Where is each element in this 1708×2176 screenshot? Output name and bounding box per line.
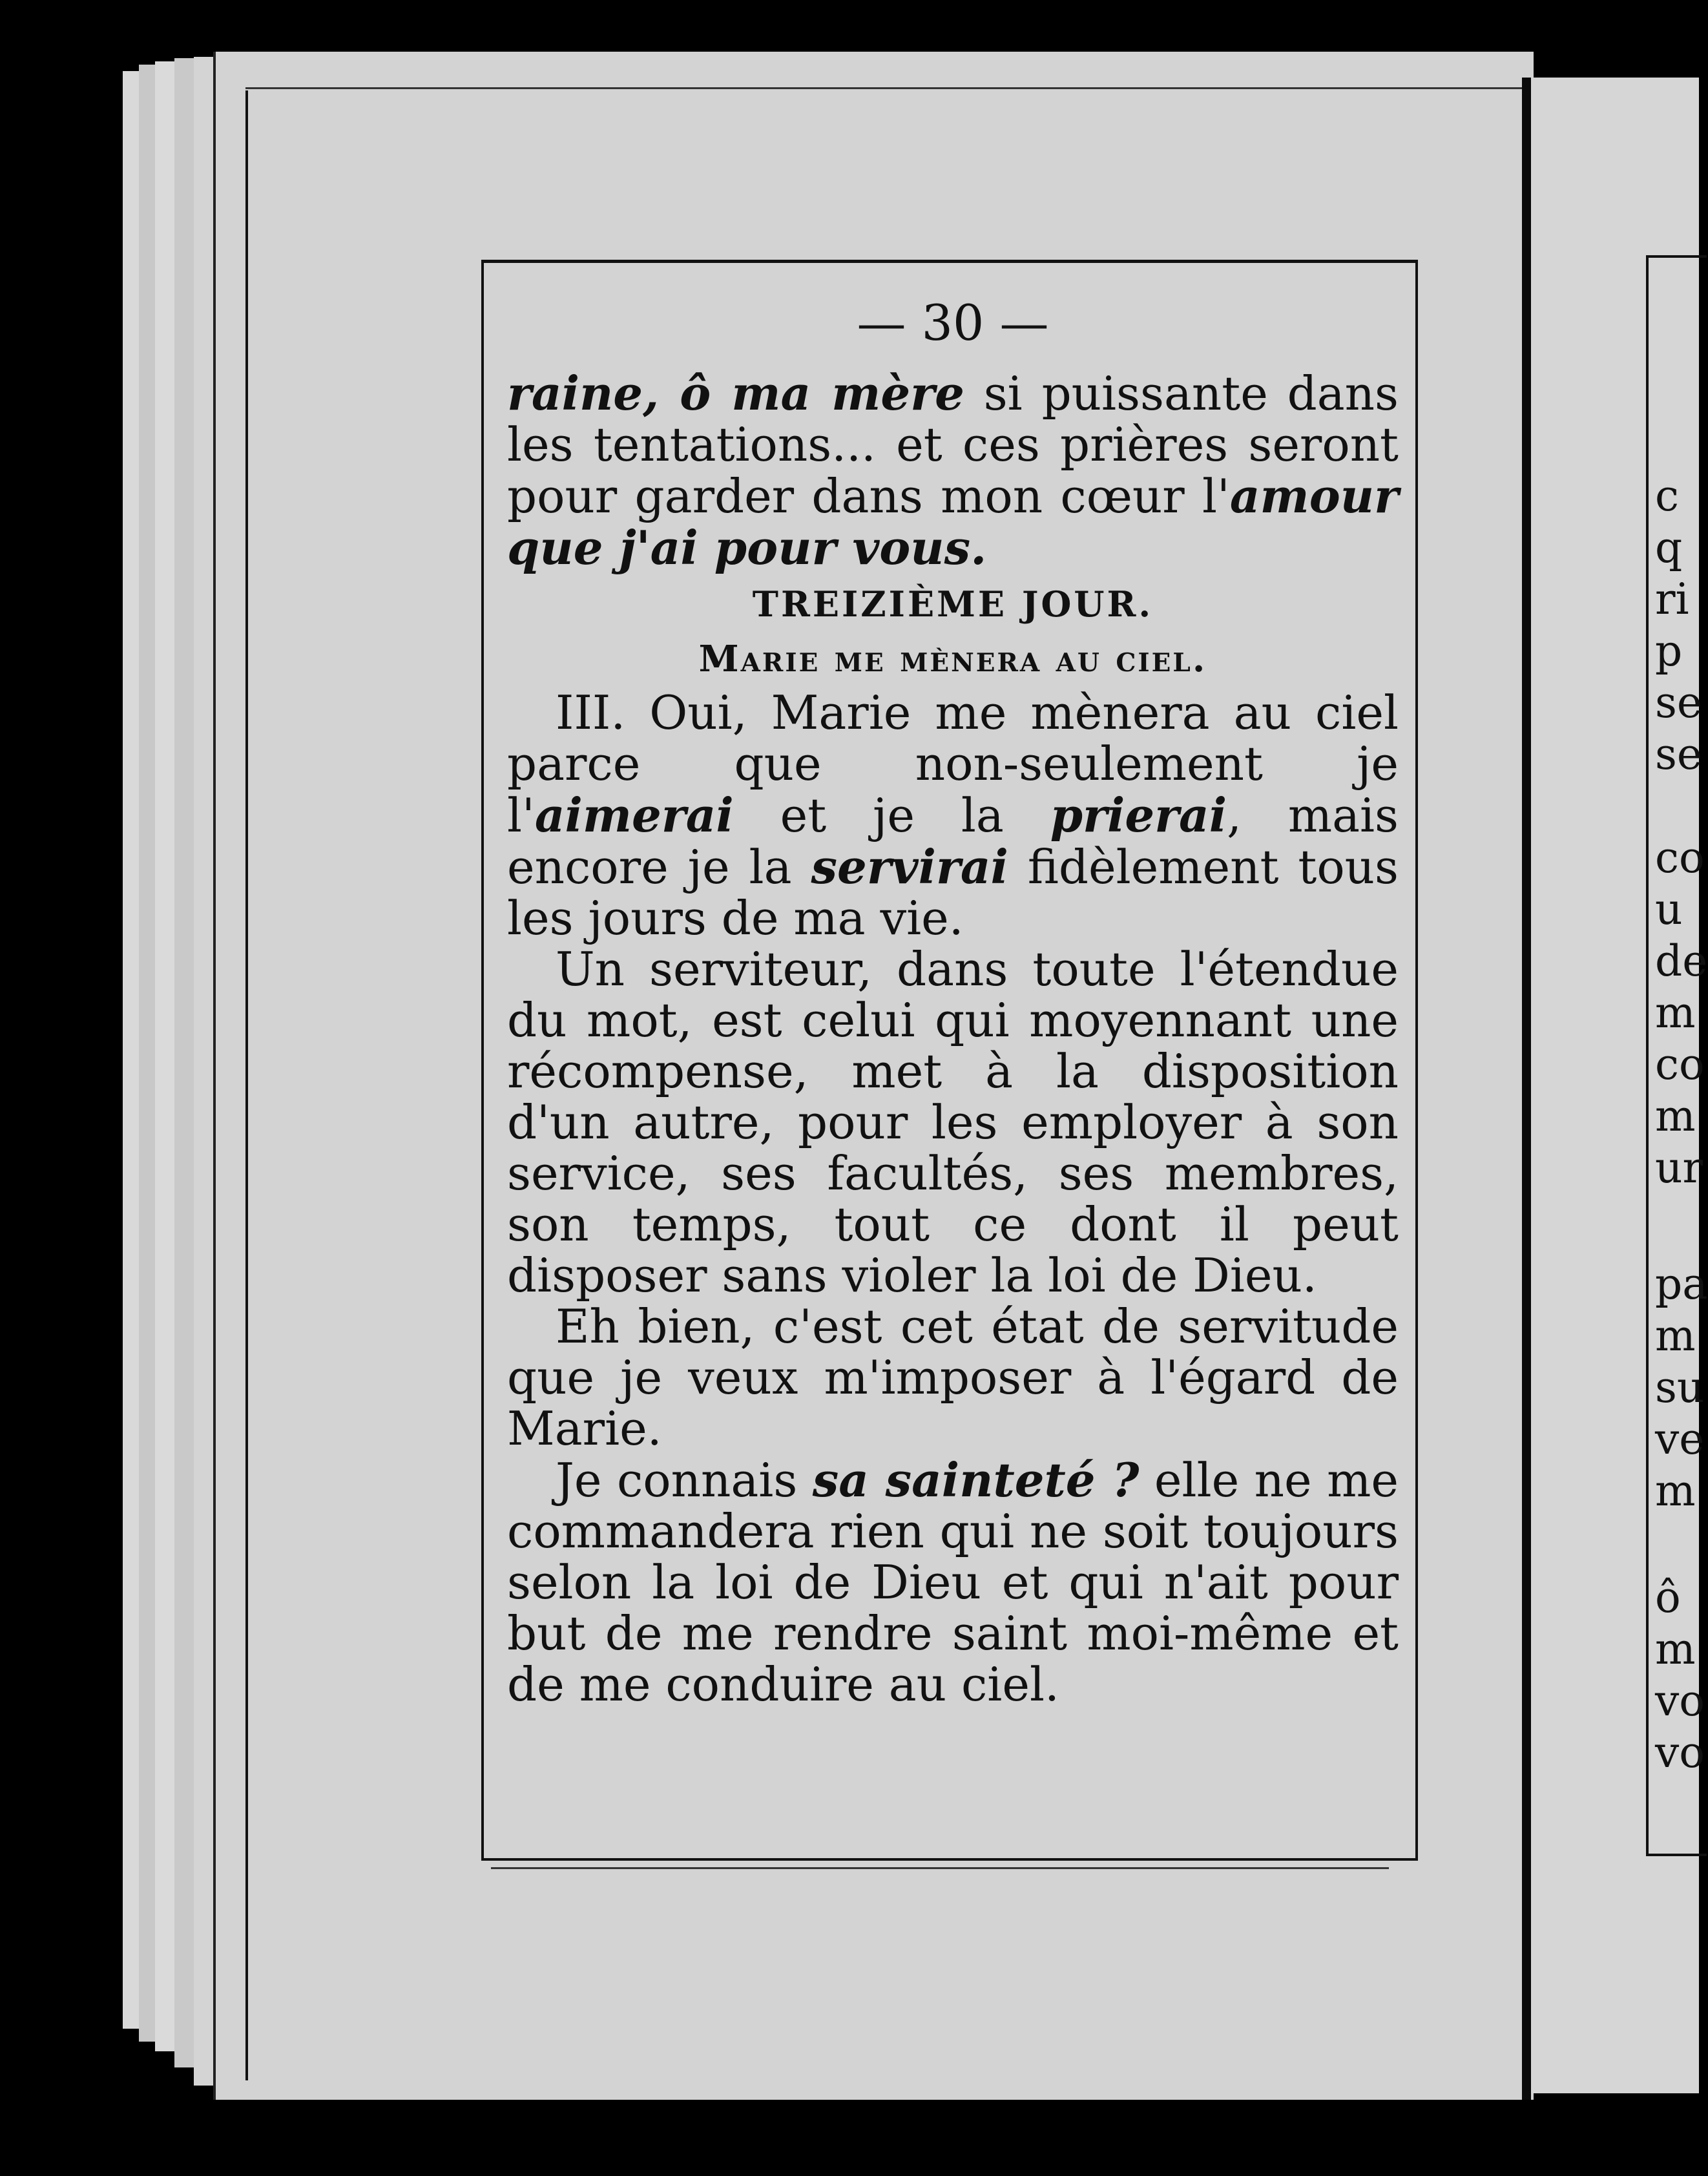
facing-page-fragment: m: [1655, 1091, 1696, 1141]
text-run: Oui, Marie me mènera au ciel parce que non-seulement je l': [507, 685, 1399, 842]
facing-page-fragment: ô: [1655, 1573, 1681, 1622]
facing-page-fragment: se: [1655, 678, 1702, 727]
section-title: Marie me mènera au ciel.: [698, 638, 1207, 680]
page-number: — 30 —: [857, 294, 1049, 351]
facing-page-fragment: m: [1655, 1624, 1696, 1674]
paragraph-continuation: [507, 368, 1399, 574]
facing-page-fragment: su: [1655, 1363, 1705, 1412]
facing-page-fragment: se: [1655, 729, 1702, 779]
text-run: si puissante dans les tentations... et ces prières seront pour garder dans mon cœur l': [507, 366, 1399, 523]
facing-page-fragment: vo: [1655, 1728, 1705, 1777]
italic-phrase: servirai: [811, 839, 1008, 894]
italic-phrase: aimerai: [534, 788, 734, 842]
text-run: , mais encore je la: [507, 788, 1399, 894]
italic-phrase: amour que j'ai pour vous.: [507, 468, 1399, 575]
paragraph: [507, 687, 1399, 944]
text-run: et je la: [733, 788, 1050, 842]
day-heading: TREIZIÈME JOUR.: [752, 583, 1154, 625]
facing-page-fragment: de: [1655, 936, 1708, 986]
paragraph: Un serviteur, dans toute l'étendue du mot, est celui qui moyennant une récompense, met à la disposition d'un autre, pour les employer à son service, ses facultés, ses membres, son temps, tout ce dont il peut disposer sans violer la loi de Dieu.: [507, 942, 1399, 1302]
paragraph: Eh bien, c'est cet état de servitude que je veux m'imposer à l'égard de Marie.: [507, 1299, 1399, 1456]
facing-page-fragment: ur: [1655, 1143, 1703, 1193]
paragraph: [507, 1454, 1399, 1710]
italic-phrase: sa sainteté ?: [812, 1452, 1140, 1507]
facing-page-fragment: m: [1655, 1311, 1696, 1361]
facing-page-fragment: co: [1655, 833, 1705, 883]
text-run: elle ne me commandera rien qui ne soit toujours selon la loi de Dieu et qui n'ait pour but de me rendre saint moi-même et de me conduire au ciel.: [507, 1453, 1399, 1711]
facing-page-fragment: co: [1655, 1040, 1705, 1089]
facing-page-fragment: m: [1655, 1466, 1696, 1516]
italic-phrase: raine, ô ma mère: [507, 366, 964, 421]
page-text: [507, 294, 1399, 1711]
frame-bottom-rule: [491, 1867, 1389, 1869]
page-inner-rule: [245, 90, 248, 2080]
facing-page-fragment: ri: [1655, 574, 1689, 624]
page-top-rule: [245, 87, 1525, 89]
text-run: Je connais: [556, 1453, 813, 1507]
text-run: fidèlement tous les jours de ma vie.: [507, 840, 1399, 945]
book-gutter: [1522, 78, 1531, 2100]
facing-page-fragment: u: [1655, 884, 1683, 934]
italic-phrase: prierai: [1050, 788, 1227, 842]
facing-page-fragment: c: [1655, 471, 1679, 521]
facing-page-fragment: pa: [1655, 1259, 1708, 1309]
facing-page-fragment: p: [1655, 626, 1683, 676]
facing-page-fragment: m: [1655, 988, 1696, 1038]
facing-page-fragment: vo: [1655, 1676, 1705, 1726]
paragraph-number: III.: [556, 685, 626, 740]
facing-page-fragment: ve: [1655, 1414, 1705, 1464]
facing-page-fragment: q: [1655, 523, 1683, 572]
